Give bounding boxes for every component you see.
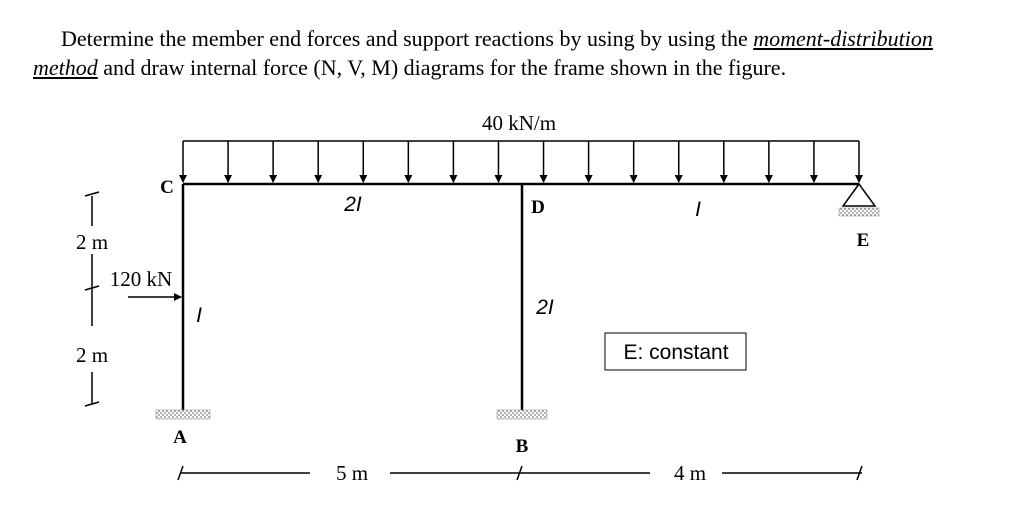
stiffness-label-AC: I [196, 304, 202, 327]
fixed-support-B [497, 410, 547, 419]
vertical-dimensions [85, 192, 99, 406]
method-link-part2: method [33, 55, 98, 80]
node-label-A: A [173, 427, 187, 448]
dimension-upper-height: 2 m [75, 230, 109, 254]
dimension-lower-height: 2 m [75, 343, 109, 367]
horizontal-dimensions [178, 466, 862, 480]
dimension-span-DE: 4 m [673, 461, 707, 485]
point-load [110, 267, 181, 297]
point-load-label: 120 kN [109, 267, 173, 291]
node-label-D: D [531, 197, 545, 218]
method-link-part1: moment-distribution [753, 26, 933, 51]
node-label-E: E [856, 230, 870, 251]
fixed-support-A [156, 410, 210, 419]
problem-text-part1: Determine the member end forces and support reactions by using by using the [61, 26, 754, 51]
stiffness-label-DE: I [695, 198, 701, 221]
node-label-C: C [160, 177, 174, 198]
pin-support-E [839, 184, 879, 216]
stiffness-label-CD: 2I [344, 193, 362, 216]
dimension-span-CD: 5 m [335, 461, 369, 485]
stiffness-label-BD: 2I [536, 296, 554, 319]
distributed-load [183, 111, 859, 182]
load-arrows [183, 141, 859, 182]
problem-text-part2: and draw internal force (N, V, M) diagrams for the frame shown in the figure. [97, 55, 787, 80]
distributed-load-label: 40 kN/m [481, 111, 557, 135]
node-label-B: B [515, 436, 529, 457]
material-note: E: constant [623, 341, 729, 364]
